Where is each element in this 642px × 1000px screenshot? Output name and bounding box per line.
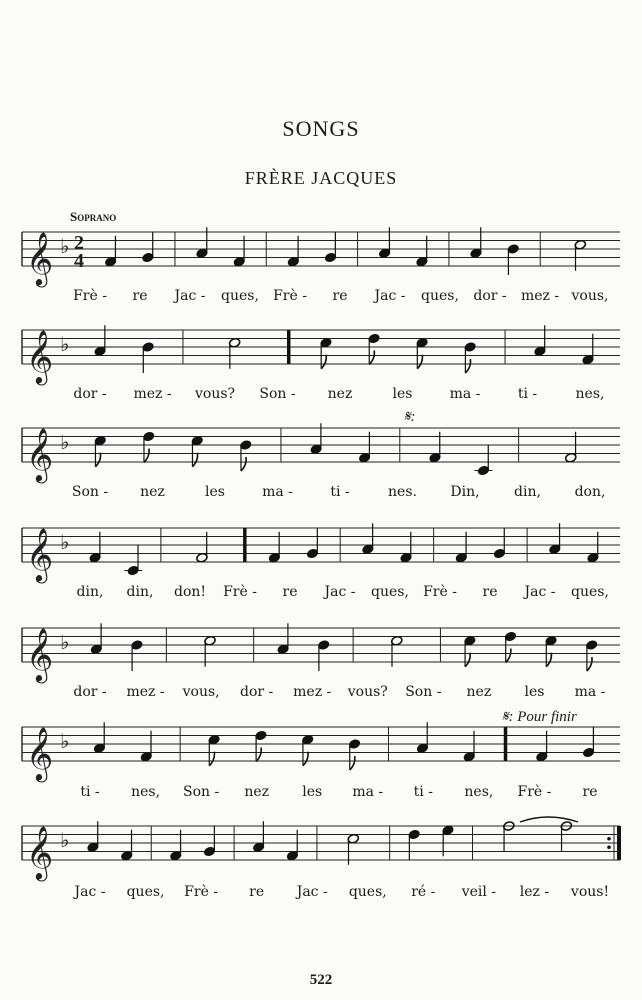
lyric-syllable: ques, xyxy=(571,584,609,600)
repeat-dot xyxy=(607,845,611,849)
lyric-syllable: ma - xyxy=(262,484,293,500)
lyric-syllable: les xyxy=(205,484,225,500)
treble-clef-icon: 𝄞 xyxy=(26,527,54,581)
lyric-syllable: vous! xyxy=(570,884,610,900)
key-signature-flat-icon: ♭ xyxy=(60,729,70,753)
page-number: 522 xyxy=(309,972,333,988)
lyric-syllable: nes, xyxy=(131,784,161,800)
lyric-syllable: din, xyxy=(76,584,104,600)
key-signature-flat-icon: ♭ xyxy=(60,234,70,258)
key-signature-flat-icon: ♭ xyxy=(60,430,70,454)
note-flag xyxy=(369,351,374,365)
lyric-syllable: mez - xyxy=(293,684,332,700)
note-flag xyxy=(303,752,308,766)
lyric-syllable: nez xyxy=(466,684,492,700)
note-flag xyxy=(546,653,551,667)
note-flag xyxy=(350,756,355,770)
lyric-syllable: ques, xyxy=(371,584,409,600)
voice-label: Soprano xyxy=(70,209,117,224)
time-signature-top: 2 xyxy=(74,232,84,254)
lyric-syllable: Jac - xyxy=(324,584,356,600)
lyric-syllable: dor - xyxy=(240,684,274,700)
treble-clef-icon: 𝄞 xyxy=(26,427,54,481)
lyric-syllable: Son - xyxy=(183,784,220,800)
lyric-syllable: vous? xyxy=(347,684,388,700)
lyric-syllable: Jac - xyxy=(524,584,556,600)
note-flag xyxy=(321,355,326,369)
lyric-syllable: Jac - xyxy=(74,884,106,900)
lyric-syllable: re xyxy=(482,584,498,600)
lyric-syllable: dor - xyxy=(73,684,107,700)
lyric-syllable: Frè - xyxy=(423,584,457,600)
lyric-syllable: ques, xyxy=(421,288,459,304)
tie xyxy=(520,817,578,822)
lyric-syllable: nez xyxy=(244,784,269,800)
lyric-syllable: mez - xyxy=(126,684,165,700)
lyric-syllable: din, xyxy=(126,584,154,600)
lyric-syllable: Frè - xyxy=(273,288,307,304)
treble-clef-icon: 𝄞 xyxy=(26,726,54,780)
lyric-syllable: ques, xyxy=(348,884,387,900)
section-heading: SONGS xyxy=(282,116,360,141)
note-flag xyxy=(241,457,246,471)
lyric-syllable: les xyxy=(302,784,323,800)
lyric-syllable: Son - xyxy=(71,484,109,500)
lyric-syllable: vous, xyxy=(182,684,220,700)
lyric-syllable: ma - xyxy=(352,784,384,800)
song-title: FRÈRE JACQUES xyxy=(244,168,398,188)
lyrics-line xyxy=(60,484,620,504)
lyric-syllable: ti - xyxy=(80,784,100,800)
note-flag xyxy=(417,355,422,369)
lyric-syllable: din, xyxy=(514,484,541,500)
lyric-syllable: veil - xyxy=(461,884,497,900)
key-signature-flat-icon: ♭ xyxy=(60,530,70,554)
lyric-syllable: ques, xyxy=(126,884,165,900)
note-flag xyxy=(256,748,261,762)
lyric-syllable: mez - xyxy=(520,288,560,304)
lyrics-line xyxy=(60,584,620,604)
lyric-syllable: ti - xyxy=(413,784,433,800)
note-flag xyxy=(506,649,511,663)
lyric-syllable: don, xyxy=(574,484,606,500)
lyric-syllable: re xyxy=(582,784,598,800)
lyric-syllable: ma - xyxy=(574,684,606,700)
lyric-syllable: re xyxy=(282,584,298,600)
lyric-syllable: ma - xyxy=(449,386,481,402)
lyric-syllable: les xyxy=(392,386,413,402)
note-flag xyxy=(465,359,470,373)
lyric-syllable: nez xyxy=(140,484,165,500)
time-signature-bottom: 4 xyxy=(74,250,84,272)
lyric-syllable: Frè - xyxy=(517,784,552,800)
lyric-syllable: Jac - xyxy=(296,884,328,900)
lyrics-line xyxy=(60,288,620,308)
lyric-syllable: Son - xyxy=(259,386,296,402)
lyric-syllable: ré - xyxy=(411,884,436,900)
note-flag xyxy=(209,752,214,766)
lyric-syllable: nez xyxy=(327,386,353,402)
key-signature-flat-icon: ♭ xyxy=(60,332,70,356)
lyrics-line xyxy=(60,386,620,406)
lyric-syllable: nes, xyxy=(464,784,494,800)
lyric-syllable: mez - xyxy=(133,386,172,402)
note-flag xyxy=(95,453,100,467)
lyric-syllable: les xyxy=(524,684,545,700)
lyrics-line xyxy=(60,884,620,904)
lyric-syllable: Jac - xyxy=(174,288,206,304)
treble-clef-icon: 𝄞 xyxy=(26,231,54,285)
lyric-syllable: nes, xyxy=(575,386,605,402)
lyrics-line xyxy=(60,784,620,804)
lyric-syllable: vous? xyxy=(194,386,236,402)
lyric-syllable: ti - xyxy=(517,386,538,402)
treble-clef-icon: 𝄞 xyxy=(26,329,54,383)
lyric-syllable: Frè - xyxy=(73,288,107,304)
treble-clef-icon: 𝄞 xyxy=(26,627,54,681)
lyric-syllable: re xyxy=(249,884,265,900)
lyric-syllable: Jac - xyxy=(374,288,406,304)
segno-mark: 𝄋: xyxy=(404,409,416,425)
lyric-syllable: dor - xyxy=(473,288,507,304)
lyric-syllable: ti - xyxy=(330,484,350,500)
lyric-syllable: lez - xyxy=(519,884,550,900)
repeat-dot xyxy=(607,837,611,841)
key-signature-flat-icon: ♭ xyxy=(60,630,70,654)
lyric-syllable: ques, xyxy=(221,288,259,304)
lyric-syllable: Son - xyxy=(405,684,442,700)
lyric-syllable: Frè - xyxy=(184,884,219,900)
lyric-syllable: dor - xyxy=(73,386,107,402)
note-flag xyxy=(465,653,470,667)
note-flag xyxy=(192,453,197,467)
lyric-syllable: don! xyxy=(173,584,207,600)
lyric-syllable: vous, xyxy=(571,288,609,304)
note-flag xyxy=(587,657,592,671)
lyric-syllable: Frè - xyxy=(223,584,257,600)
note-flag xyxy=(144,449,149,463)
lyrics-line xyxy=(60,684,620,704)
treble-clef-icon: 𝄞 xyxy=(26,825,54,879)
lyric-syllable: Din, xyxy=(450,484,480,500)
lyric-syllable: nes. xyxy=(388,484,417,500)
lyric-syllable: re xyxy=(332,288,348,304)
pour-finir-mark: 𝄋: Pour finir xyxy=(502,709,577,725)
key-signature-flat-icon: ♭ xyxy=(60,828,70,852)
lyric-syllable: re xyxy=(132,288,148,304)
